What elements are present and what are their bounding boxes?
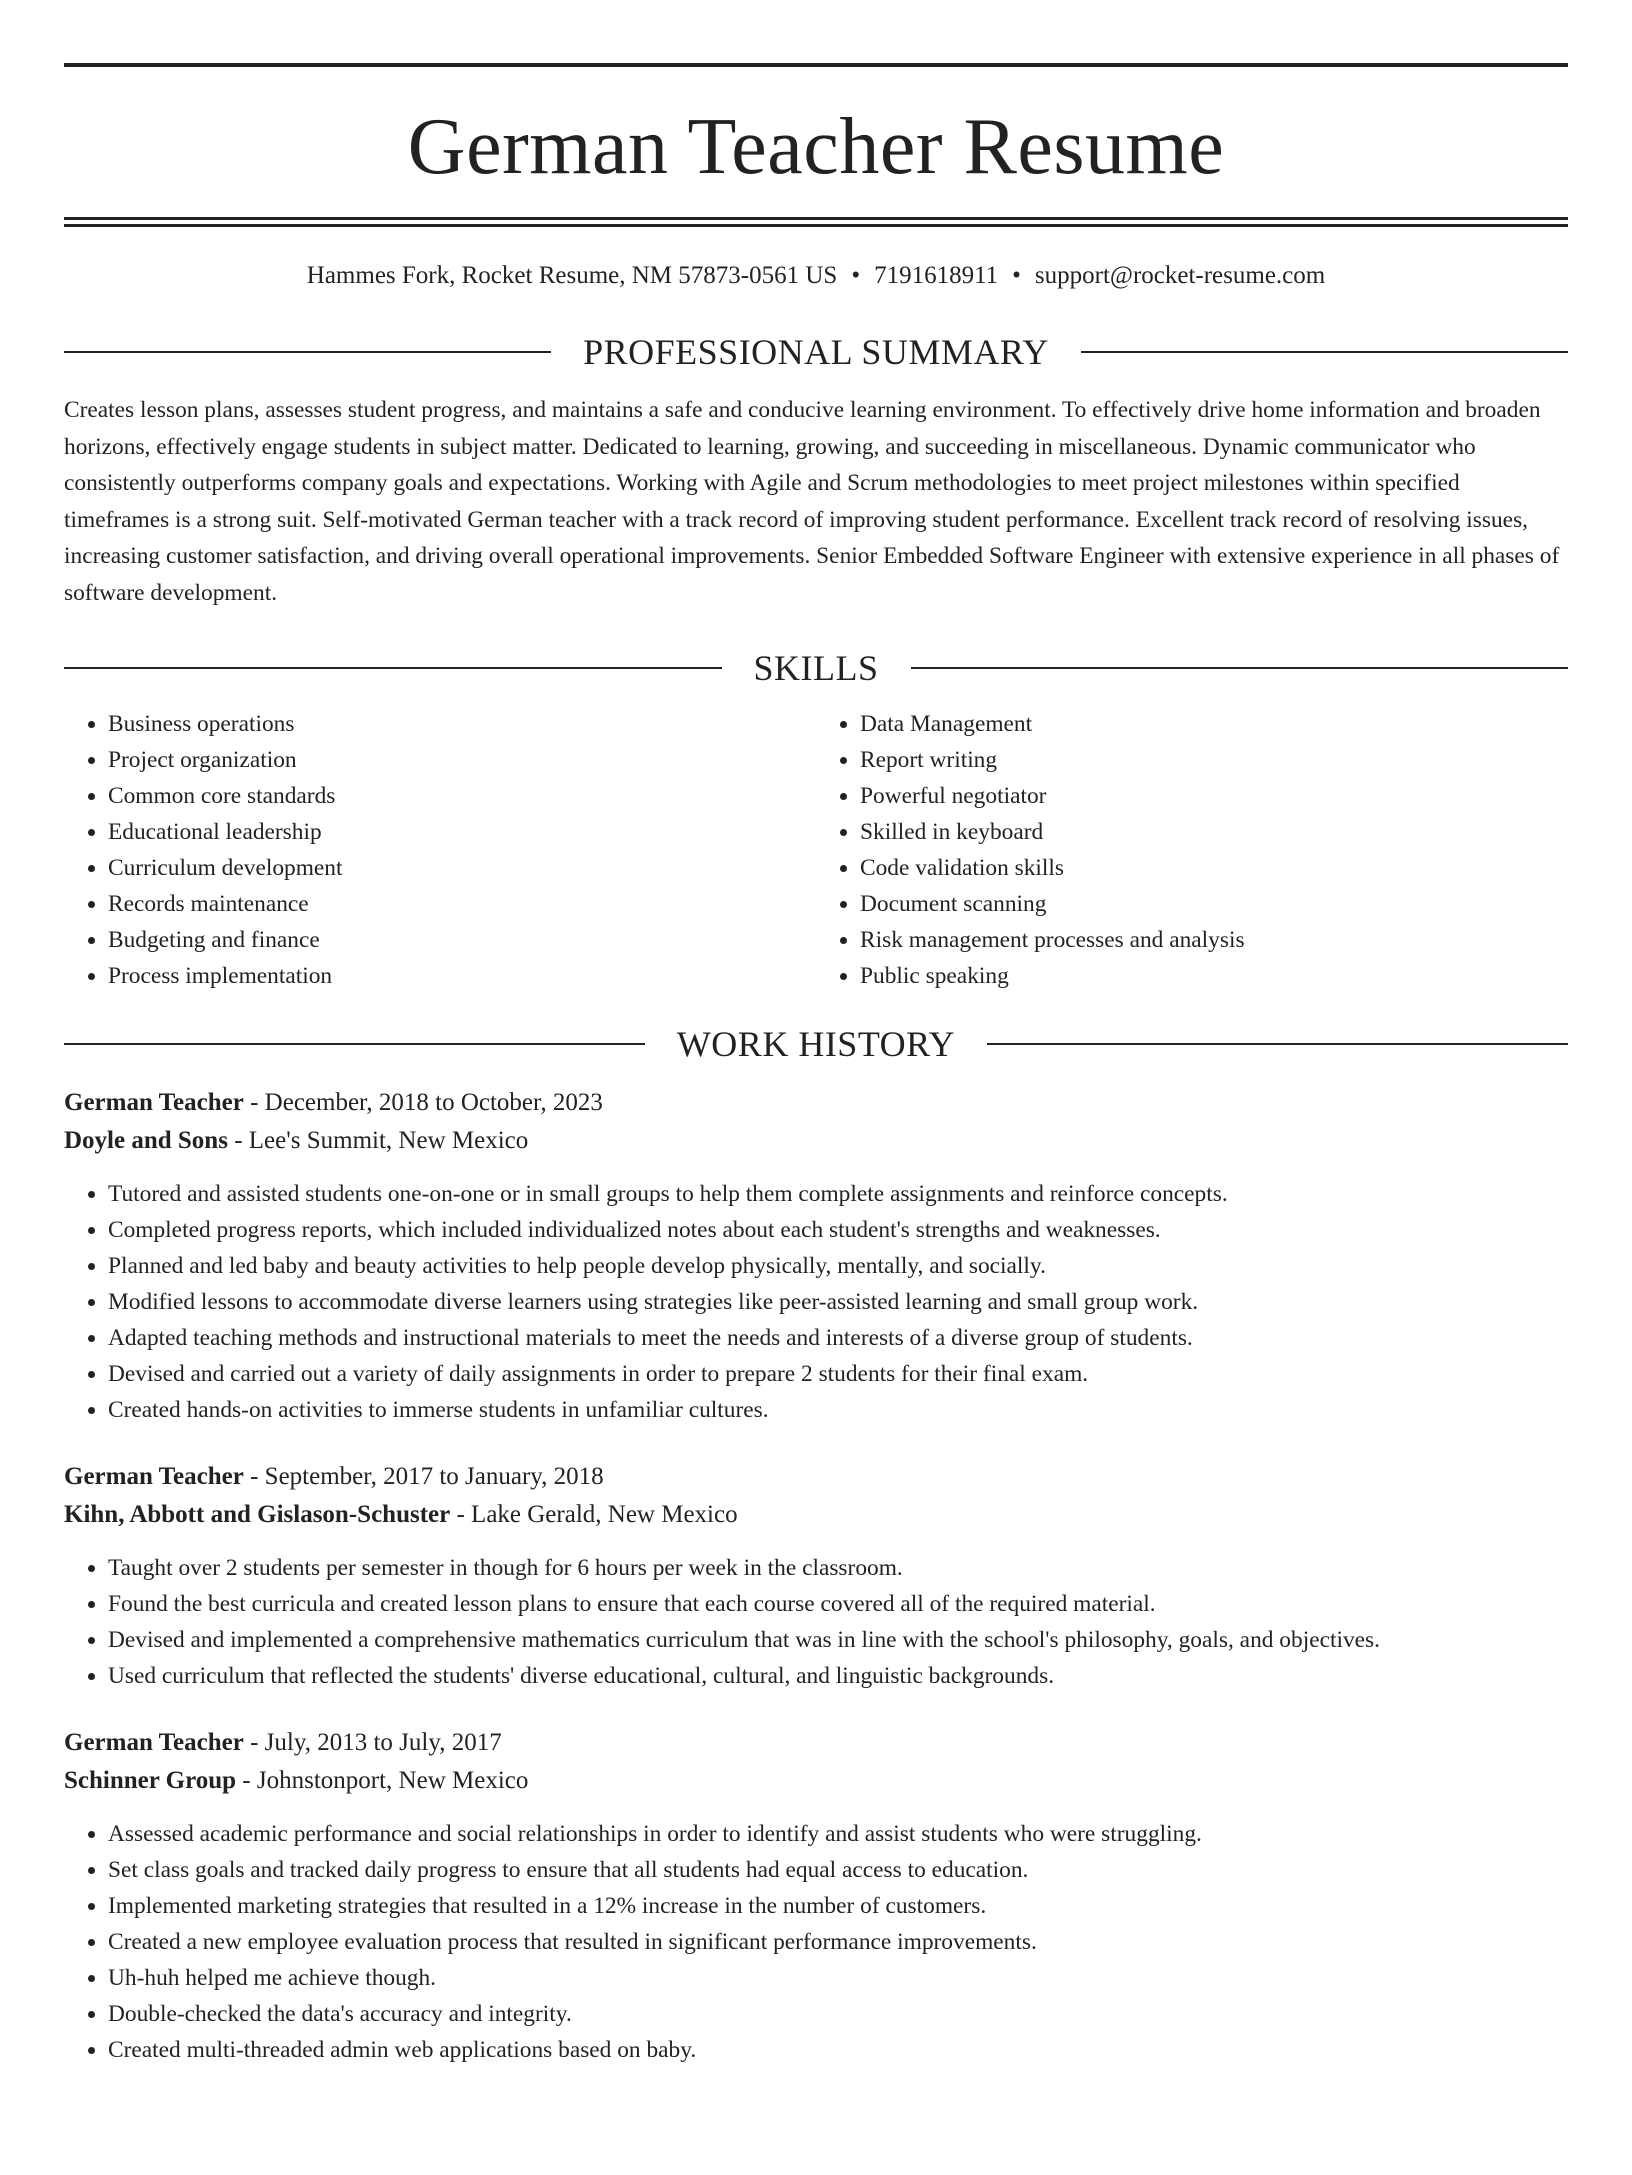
contact-phone: 7191618911 [874,262,999,289]
heading-rule-right [1081,351,1568,353]
skill-item: • Code validation skills [860,850,1568,886]
contact-address: Hammes Fork, Rocket Resume, NM 57873-0561 US [306,262,838,289]
skills-heading [64,647,1568,688]
heading-rule-right [911,667,1569,669]
job-bullet: • Adapted teaching methods and instructional materials to meet the needs and interests of a diverse group of students. [108,1320,1568,1356]
job-company-line [64,1122,1568,1160]
resume-title: German Teacher Resume [407,103,1225,191]
work-history-heading [64,1023,1568,1064]
job-bullet: • Created multi-threaded admin web applications based on baby. [108,2032,1568,2068]
skill-item: • Public speaking [860,958,1568,994]
resume-page [0,63,1632,2175]
job-title: German Teacher [64,1088,244,1116]
job-bullet: • Devised and implemented a comprehensive mathematics curriculum that was in line with the school's philosophy, goals, and objectives. [108,1622,1568,1658]
job-company: Schinner Group [64,1766,237,1794]
skill-item: • Powerful negotiator [860,778,1568,814]
job-company-line [64,1762,1568,1800]
job-bullet: • Created a new employee evaluation process that resulted in significant performance improvements. [108,1924,1568,1960]
job-title-line [64,1458,1568,1496]
skill-item: • Report writing [860,742,1568,778]
summary-text: Creates lesson plans, assesses student progress, and maintains a safe and conducive learning environment. To effectively drive home information and broaden horizons, effectively engage students in subject matter. Dedicated to learning, growing, and succeeding in miscellaneous. Dynamic communicator who consistently outperforms company goals and expectations. Working with Agile and Scrum methodologies to meet project milestones within specified timeframes is a strong suit. Self-motivated German teacher with a track record of improving student performance. Excellent track record of resolving issues, increasing customer satisfaction, and driving overall operational improvements. Senior Embedded Software Engineer with extensive experience in all phases of software development. [64,397,1560,606]
job-bullet: • Double-checked the data's accuracy and integrity. [108,1996,1568,2032]
skill-item: • Business operations [108,706,816,742]
contact-line [64,263,1568,288]
job-location: - Lake Gerald, New Mexico [450,1500,738,1528]
skill-item: • Document scanning [860,886,1568,922]
job-location: - Johnstonport, New Mexico [236,1766,529,1794]
skill-item: • Budgeting and finance [108,922,816,958]
job-dates: - July, 2013 to July, 2017 [243,1728,502,1756]
job-company-line [64,1496,1568,1534]
skills-column-left [64,706,816,994]
skill-item: • Curriculum development [108,850,816,886]
job-location: - Lee's Summit, New Mexico [227,1126,529,1154]
contact-separator: • [1012,262,1021,289]
top-rule [64,63,1568,67]
heading-rule-left [64,351,551,353]
job-bullets [64,1550,1568,1694]
job-bullet: • Set class goals and tracked daily progress to ensure that all students had equal access to education. [108,1852,1568,1888]
job-bullet: • Planned and led baby and beauty activities to help people develop physically, mentally, and socially. [108,1248,1568,1284]
job-bullet: • Tutored and assisted students one-on-one or in small groups to help them complete assignments and reinforce concepts. [108,1176,1568,1212]
job-bullet: • Assessed academic performance and social relationships in order to identify and assist students who were struggling. [108,1816,1568,1852]
job-bullets [64,1176,1568,1428]
skill-item: • Educational leadership [108,814,816,850]
job-bullet: • Devised and carried out a variety of daily assignments in order to prepare 2 students for their final exam. [108,1356,1568,1392]
job-bullet: • Found the best curricula and created lesson plans to ensure that each course covered all of the required material. [108,1586,1568,1622]
skill-item: • Skilled in keyboard [860,814,1568,850]
contact-separator: • [851,262,861,289]
job-company: Kihn, Abbott and Gislason-Schuster [64,1500,451,1528]
skill-item: • Risk management processes and analysis [860,922,1568,958]
summary-heading-label: PROFESSIONAL SUMMARY [583,332,1049,372]
job-title-line [64,1724,1568,1762]
contact-email[interactable]: support@rocket-resume.com [1034,262,1326,289]
job-title: German Teacher [64,1462,244,1490]
job-title: German Teacher [64,1728,244,1756]
job-company: Doyle and Sons [64,1126,228,1154]
work-history-heading-label: WORK HISTORY [676,1023,956,1064]
job-bullet: • Uh-huh helped me achieve though. [108,1960,1568,1996]
job-entry [64,1458,1568,1694]
skills-column-right [816,706,1568,994]
job-dates: - December, 2018 to October, 2023 [243,1088,603,1116]
job-bullet: • Completed progress reports, which included individualized notes about each student's strengths and weaknesses. [108,1212,1568,1248]
heading-rule-left [64,667,722,669]
job-bullet: • Modified lessons to accommodate diverse learners using strategies like peer-assisted learning and small group work. [108,1284,1568,1320]
skills-heading-label: SKILLS [753,647,879,688]
job-dates: - September, 2017 to January, 2018 [243,1462,604,1490]
job-bullet: • Created hands-on activities to immerse students in unfamiliar cultures. [108,1392,1568,1428]
heading-rule-left [64,1043,645,1045]
skill-item: • Process implementation [108,958,816,994]
skills-list [64,706,1568,994]
job-bullet: • Used curriculum that reflected the students' diverse educational, cultural, and linguistic backgrounds. [108,1658,1568,1694]
heading-rule-right [987,1043,1568,1045]
skill-item: • Project organization [108,742,816,778]
skill-item: • Common core standards [108,778,816,814]
summary-heading [64,334,1568,370]
skill-item: • Data Management [860,706,1568,742]
job-bullets [64,1816,1568,2068]
skill-item: • Records maintenance [108,886,816,922]
job-entry [64,1724,1568,2068]
job-entry [64,1084,1568,1428]
title-double-rule [64,217,1568,227]
job-title-line [64,1084,1568,1122]
job-bullet: • Taught over 2 students per semester in though for 6 hours per week in the classroom. [108,1550,1568,1586]
job-bullet: • Implemented marketing strategies that resulted in a 12% increase in the number of customers. [108,1888,1568,1924]
